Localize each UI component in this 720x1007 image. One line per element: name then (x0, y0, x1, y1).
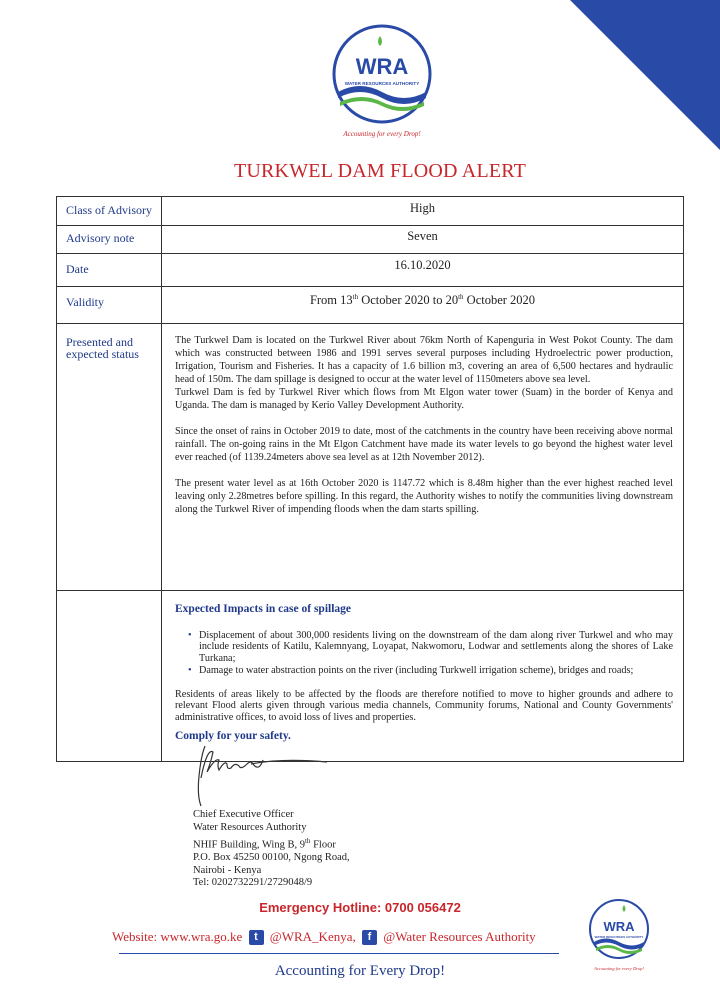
empty-label-cell (57, 591, 162, 762)
signature (183, 738, 333, 808)
date-value: 16.10.2020 (162, 254, 684, 287)
facebook-icon: f (362, 930, 377, 945)
twitter-link[interactable]: @WRA_Kenya, (269, 929, 356, 945)
table-row (57, 591, 684, 762)
wra-logo-top (322, 22, 442, 140)
status-paragraph: Turkwel Dam is fed by Turkwel River which flows from Mt Elgon water tower (Suam) in the border of Kenya and Uganda. The dam is managed by Kerio Valley Development Authority. (175, 387, 673, 411)
validity-value: From 13th October 2020 to 20th October 2020 (162, 287, 684, 324)
wra-logo-bottom (584, 897, 654, 975)
table-row (57, 197, 684, 226)
status-cell (162, 324, 684, 591)
class-of-advisory-label: Class of Advisory (57, 197, 162, 226)
status-paragraph: The Turkwel Dam is located on the Turkwel River about 76km North of Kapenguria in West Pokot County. The dam which was constructed between 1986 and 1991 serves several purposes including Hydroelectric power production, Irrigation, Tourism and Fisheries. It has a capacity of 1.6 billion m3, covering an area of 6,500 hectares and hydraulic head of 150m. The dam spillage is designed to occur at the water level of 1150meters above sea level. (175, 335, 673, 385)
signatory-title: Chief Executive Officer (193, 809, 294, 820)
signatory-building: NHIF Building, Wing B, 9th Floor (193, 836, 336, 851)
table-row (57, 226, 684, 254)
table-row (57, 287, 684, 324)
footer-links (112, 928, 536, 945)
corner-accent (570, 0, 720, 150)
footer-tagline: Accounting for Every Drop! (274, 963, 446, 979)
comply-note: Comply for your safety. (175, 730, 291, 742)
facebook-link[interactable]: @Water Resources Authority (383, 929, 536, 945)
impacts-heading: Expected Impacts in case of spillage (175, 603, 352, 615)
table-row (57, 324, 684, 591)
impacts-list (175, 630, 673, 677)
svg-text:WATER RESOURCES AUTHORITY: WATER RESOURCES AUTHORITY (594, 935, 644, 939)
signatory-block (193, 809, 350, 890)
svg-text:WRA: WRA (355, 54, 409, 79)
class-of-advisory-value: High (162, 197, 684, 226)
emergency-hotline: Emergency Hotline: 0700 056472 (259, 900, 461, 915)
notice-paragraph: Residents of areas likely to be affected by the floods are therefore notified to move to higher grounds and adhere to relevant Flood alerts given through various media channels, Community forums, National and County Governments' administrative offices, to avoid loss of lives and properties. (175, 688, 673, 723)
website-link[interactable]: Website: www.wra.go.ke (112, 929, 243, 945)
footer-divider (119, 953, 559, 954)
page-title: TURKWEL DAM FLOOD ALERT (233, 160, 527, 182)
date-label: Date (57, 254, 162, 287)
advisory-note-value: Seven (162, 226, 684, 254)
signatory-box: P.O. Box 45250 00100, Ngong Road, (193, 851, 350, 863)
signatory-org: Water Resources Authority (193, 821, 307, 833)
signatory-tel: Tel: 0202732291/2729048/9 (193, 877, 313, 889)
signatory-city: Nairobi - Kenya (193, 864, 262, 876)
impacts-cell (162, 591, 684, 762)
svg-text:Accounting for every Drop!: Accounting for every Drop! (343, 130, 421, 138)
advisory-note-label: Advisory note (57, 226, 162, 254)
list-item: • Damage to water abstraction points on the river (including Turkwell irrigation scheme), bridges and roads; (199, 665, 673, 677)
status-paragraph: Since the onset of rains in October 2019 to date, most of the catchments in the country have been receiving above normal rainfall. The on-going rains in the Mt Elgon Catchment have made its water levels to go beyond the highest water level ever reached (of 1139.24meters above sea level as at 12th November 2012). (175, 426, 673, 463)
svg-text:Accounting for every Drop!: Accounting for every Drop! (594, 966, 644, 971)
advisory-table (56, 196, 684, 762)
table-row (57, 254, 684, 287)
twitter-icon: t (249, 930, 264, 945)
status-paragraph: The present water level as at 16th October 2020 is 1147.72 which is 8.48m higher than the ever highest reached level leaving only 2.28metres before spilling. In this regard, the Authority wishes to notify the communities living downstream along the Turkwel River of impending floods when the dam starts spilling. (175, 478, 673, 515)
list-item: • Displacement of about 300,000 residents living on the downstream of the dam along river Turkwel and who may include residents of Katilu, Kalemnyang, Loyapat, Nakwomoru, Lodwar and settlements along the shores of Lake Turkana; (199, 630, 673, 665)
svg-text:WRA: WRA (603, 919, 635, 934)
validity-label: Validity (57, 287, 162, 324)
svg-text:WATER RESOURCES AUTHORITY: WATER RESOURCES AUTHORITY (344, 81, 420, 86)
status-label: Presented and expected status (57, 324, 162, 591)
